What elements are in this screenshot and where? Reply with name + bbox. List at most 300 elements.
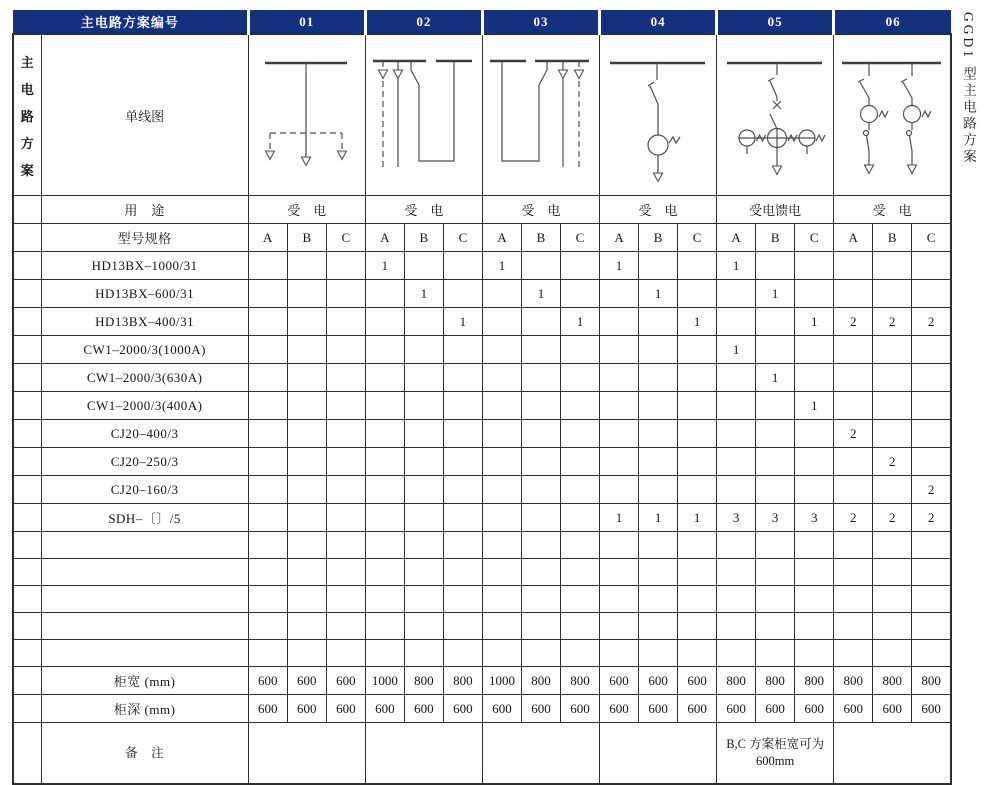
empty-cell	[678, 613, 717, 640]
qty-cell	[560, 280, 599, 308]
empty-cell	[600, 559, 639, 586]
qty-cell	[443, 448, 482, 476]
empty-cell	[717, 559, 756, 586]
qty-cell	[678, 252, 717, 280]
qty-cell	[912, 252, 951, 280]
empty-cell	[326, 559, 365, 586]
cabinet-width-value: 600	[248, 667, 287, 695]
empty-cell	[756, 613, 795, 640]
qty-cell: 1	[365, 252, 404, 280]
qty-cell	[248, 364, 287, 392]
component-row	[13, 308, 951, 336]
spacer-cell	[13, 504, 41, 532]
empty-cell	[717, 586, 756, 613]
qty-cell	[795, 476, 834, 504]
empty-label-cell	[41, 586, 248, 613]
empty-row	[13, 559, 951, 586]
empty-cell	[912, 559, 951, 586]
scheme-02-diagram-cell	[365, 34, 482, 196]
qty-cell: 3	[795, 504, 834, 532]
qty-cell	[404, 420, 443, 448]
qty-cell	[717, 280, 756, 308]
qty-cell	[912, 336, 951, 364]
empty-cell	[404, 586, 443, 613]
cabinet-width-row	[13, 667, 951, 695]
empty-cell	[873, 640, 912, 667]
empty-cell	[912, 640, 951, 667]
empty-label-cell	[41, 532, 248, 559]
empty-cell	[326, 640, 365, 667]
qty-cell	[482, 280, 521, 308]
qty-cell: 1	[717, 336, 756, 364]
qty-cell	[521, 336, 560, 364]
empty-cell	[873, 586, 912, 613]
component-label: HD13BX–1000/31	[41, 252, 248, 280]
empty-cell	[326, 613, 365, 640]
diagram-row	[13, 34, 951, 196]
qty-cell	[756, 420, 795, 448]
spec-subcol: A	[248, 224, 287, 252]
cabinet-width-value: 800	[912, 667, 951, 695]
empty-cell	[560, 532, 599, 559]
spec-subcol: B	[287, 224, 326, 252]
empty-cell	[639, 640, 678, 667]
spec-subcol: B	[639, 224, 678, 252]
qty-cell	[873, 280, 912, 308]
qty-cell	[326, 252, 365, 280]
usage-value: 受 电	[600, 196, 717, 224]
empty-cell	[560, 613, 599, 640]
empty-cell	[873, 559, 912, 586]
qty-cell: 1	[600, 504, 639, 532]
qty-cell	[756, 476, 795, 504]
qty-cell	[560, 504, 599, 532]
spacer-cell	[13, 280, 41, 308]
qty-cell: 3	[717, 504, 756, 532]
empty-cell	[521, 640, 560, 667]
qty-cell	[404, 364, 443, 392]
spec-subcol: A	[365, 224, 404, 252]
qty-cell: 1	[678, 504, 717, 532]
qty-cell	[756, 252, 795, 280]
empty-cell	[560, 559, 599, 586]
qty-cell	[404, 392, 443, 420]
empty-cell	[443, 613, 482, 640]
empty-cell	[834, 532, 873, 559]
left-vertical-label-char: 主	[20, 54, 34, 70]
qty-cell	[795, 336, 834, 364]
empty-cell	[248, 586, 287, 613]
usage-value: 受 电	[482, 196, 599, 224]
qty-cell	[443, 504, 482, 532]
cabinet-depth-value: 600	[287, 695, 326, 723]
empty-cell	[639, 586, 678, 613]
header-scheme-06: 06	[834, 10, 951, 34]
qty-cell: 2	[834, 308, 873, 336]
usage-label: 用 途	[41, 196, 248, 224]
header-scheme-04: 04	[600, 10, 717, 34]
qty-cell	[326, 280, 365, 308]
qty-cell	[248, 392, 287, 420]
qty-cell	[795, 448, 834, 476]
component-label: SDH–〔〕/5	[41, 504, 248, 532]
qty-cell: 1	[639, 504, 678, 532]
qty-cell	[521, 476, 560, 504]
header-label: 主电路方案编号	[13, 10, 248, 34]
empty-cell	[365, 559, 404, 586]
empty-cell	[756, 532, 795, 559]
qty-cell	[404, 448, 443, 476]
empty-cell	[365, 532, 404, 559]
empty-cell	[521, 532, 560, 559]
remark-row	[13, 723, 951, 785]
empty-cell	[834, 586, 873, 613]
component-row	[13, 392, 951, 420]
qty-cell	[756, 308, 795, 336]
empty-cell	[795, 532, 834, 559]
empty-cell	[834, 559, 873, 586]
qty-cell	[639, 420, 678, 448]
empty-cell	[795, 559, 834, 586]
cabinet-width-value: 600	[600, 667, 639, 695]
scheme-01-diagram-cell	[248, 34, 365, 196]
empty-cell	[795, 613, 834, 640]
empty-cell	[639, 559, 678, 586]
empty-cell	[717, 640, 756, 667]
qty-cell	[248, 420, 287, 448]
qty-cell	[287, 448, 326, 476]
qty-cell	[287, 476, 326, 504]
empty-cell	[248, 559, 287, 586]
component-row	[13, 280, 951, 308]
qty-cell	[600, 336, 639, 364]
qty-cell	[404, 336, 443, 364]
cabinet-depth-value: 600	[248, 695, 287, 723]
cabinet-depth-value: 600	[756, 695, 795, 723]
remark-cell	[834, 723, 951, 785]
cabinet-depth-value: 600	[600, 695, 639, 723]
qty-cell	[404, 308, 443, 336]
main-circuit-scheme-table	[12, 10, 952, 785]
qty-cell	[560, 476, 599, 504]
qty-cell	[678, 280, 717, 308]
empty-cell	[912, 613, 951, 640]
qty-cell	[873, 420, 912, 448]
component-label: CW1–2000/3(400A)	[41, 392, 248, 420]
empty-cell	[521, 613, 560, 640]
empty-cell	[482, 532, 521, 559]
empty-cell	[248, 640, 287, 667]
empty-cell	[912, 532, 951, 559]
qty-cell	[912, 364, 951, 392]
qty-cell	[287, 504, 326, 532]
empty-cell	[639, 532, 678, 559]
qty-cell	[873, 364, 912, 392]
scheme-03-single-line-diagram	[483, 37, 598, 193]
spacer-cell	[13, 224, 41, 252]
qty-cell	[482, 308, 521, 336]
qty-cell	[443, 392, 482, 420]
empty-cell	[287, 613, 326, 640]
empty-cell	[873, 613, 912, 640]
cabinet-depth-value: 600	[795, 695, 834, 723]
cabinet-depth-value: 600	[326, 695, 365, 723]
header-scheme-02: 02	[365, 10, 482, 34]
qty-cell	[365, 280, 404, 308]
qty-cell	[521, 252, 560, 280]
component-label: CW1–2000/3(1000A)	[41, 336, 248, 364]
empty-cell	[404, 613, 443, 640]
qty-cell	[326, 504, 365, 532]
qty-cell	[521, 420, 560, 448]
qty-cell: 1	[600, 252, 639, 280]
qty-cell	[365, 504, 404, 532]
left-vertical-label-char: 案	[20, 162, 34, 178]
spec-subcol: B	[404, 224, 443, 252]
spec-subcol: B	[873, 224, 912, 252]
qty-cell	[326, 448, 365, 476]
empty-cell	[482, 640, 521, 667]
cabinet-depth-value: 600	[560, 695, 599, 723]
qty-cell	[248, 252, 287, 280]
qty-cell	[600, 364, 639, 392]
scheme-05-single-line-diagram	[718, 37, 833, 193]
qty-cell	[639, 364, 678, 392]
left-vertical-label	[13, 34, 41, 196]
scheme-02-single-line-diagram	[366, 37, 481, 193]
cabinet-depth-value: 600	[834, 695, 873, 723]
cabinet-depth-row	[13, 695, 951, 723]
qty-cell	[404, 504, 443, 532]
spacer-cell	[13, 723, 41, 785]
qty-cell	[834, 476, 873, 504]
spacer-cell	[13, 364, 41, 392]
qty-cell	[443, 280, 482, 308]
spec-subcol: C	[326, 224, 365, 252]
qty-cell	[678, 364, 717, 392]
remark-cell	[248, 723, 365, 785]
empty-cell	[443, 640, 482, 667]
qty-cell: 2	[873, 504, 912, 532]
qty-cell: 1	[560, 308, 599, 336]
empty-cell	[521, 586, 560, 613]
qty-cell	[678, 420, 717, 448]
qty-cell	[873, 336, 912, 364]
qty-cell	[717, 476, 756, 504]
qty-cell	[639, 448, 678, 476]
empty-cell	[365, 586, 404, 613]
empty-cell	[600, 586, 639, 613]
empty-cell	[482, 586, 521, 613]
qty-cell	[912, 280, 951, 308]
cabinet-width-value: 800	[404, 667, 443, 695]
qty-cell	[834, 364, 873, 392]
cabinet-depth-label: 柜深 (mm)	[41, 695, 248, 723]
cabinet-depth-value: 600	[912, 695, 951, 723]
qty-cell	[326, 392, 365, 420]
qty-cell	[287, 364, 326, 392]
qty-cell	[326, 308, 365, 336]
remark-cell	[482, 723, 599, 785]
header-scheme-01: 01	[248, 10, 365, 34]
qty-cell	[443, 252, 482, 280]
qty-cell	[756, 336, 795, 364]
empty-cell	[834, 613, 873, 640]
cabinet-depth-value: 600	[482, 695, 521, 723]
remark-note: B,C 方案柜宽可为 600mm	[717, 723, 834, 785]
spacer-cell	[13, 667, 41, 695]
qty-cell	[287, 336, 326, 364]
empty-label-cell	[41, 640, 248, 667]
empty-label-cell	[41, 559, 248, 586]
empty-label-cell	[41, 613, 248, 640]
empty-cell	[717, 613, 756, 640]
empty-cell	[287, 586, 326, 613]
qty-cell	[287, 392, 326, 420]
qty-cell	[560, 364, 599, 392]
empty-cell	[560, 640, 599, 667]
qty-cell	[248, 336, 287, 364]
spacer-cell	[13, 640, 41, 667]
empty-row	[13, 640, 951, 667]
spacer-cell	[13, 308, 41, 336]
qty-cell	[521, 308, 560, 336]
spacer-cell	[13, 392, 41, 420]
qty-cell	[834, 336, 873, 364]
qty-cell: 1	[795, 392, 834, 420]
empty-cell	[639, 613, 678, 640]
qty-cell: 1	[795, 308, 834, 336]
spec-subcol: A	[834, 224, 873, 252]
qty-cell	[365, 364, 404, 392]
qty-cell: 1	[756, 364, 795, 392]
header-scheme-05: 05	[717, 10, 834, 34]
cabinet-width-value: 800	[834, 667, 873, 695]
spacer-cell	[13, 586, 41, 613]
usage-value: 受 电	[365, 196, 482, 224]
empty-cell	[365, 640, 404, 667]
qty-cell	[639, 476, 678, 504]
qty-cell	[834, 392, 873, 420]
component-row	[13, 364, 951, 392]
empty-cell	[756, 586, 795, 613]
qty-cell	[248, 448, 287, 476]
qty-cell	[404, 476, 443, 504]
spacer-cell	[13, 336, 41, 364]
qty-cell	[717, 420, 756, 448]
qty-cell	[521, 448, 560, 476]
qty-cell	[639, 336, 678, 364]
qty-cell	[560, 448, 599, 476]
spacer-cell	[13, 559, 41, 586]
spec-subcol: A	[600, 224, 639, 252]
spec-subcol: A	[482, 224, 521, 252]
qty-cell: 2	[912, 504, 951, 532]
qty-cell	[560, 420, 599, 448]
qty-cell	[912, 392, 951, 420]
component-row	[13, 476, 951, 504]
qty-cell	[248, 476, 287, 504]
qty-cell	[717, 364, 756, 392]
qty-cell: 1	[482, 252, 521, 280]
spacer-cell	[13, 695, 41, 723]
empty-cell	[560, 586, 599, 613]
cabinet-width-value: 800	[873, 667, 912, 695]
qty-cell	[482, 392, 521, 420]
remark-cell	[600, 723, 717, 785]
qty-cell	[834, 448, 873, 476]
qty-cell	[326, 476, 365, 504]
cabinet-depth-value: 600	[639, 695, 678, 723]
qty-cell	[482, 448, 521, 476]
qty-cell: 3	[756, 504, 795, 532]
scheme-04-single-line-diagram	[601, 37, 716, 193]
spec-subcol: C	[560, 224, 599, 252]
empty-cell	[521, 559, 560, 586]
cabinet-width-value: 600	[639, 667, 678, 695]
qty-cell	[365, 420, 404, 448]
spec-subcol: C	[795, 224, 834, 252]
cabinet-width-value: 600	[678, 667, 717, 695]
qty-cell	[521, 504, 560, 532]
qty-cell: 2	[873, 308, 912, 336]
qty-cell	[678, 392, 717, 420]
cabinet-depth-value: 600	[404, 695, 443, 723]
qty-cell	[717, 308, 756, 336]
qty-cell	[873, 252, 912, 280]
spec-subcol: B	[756, 224, 795, 252]
component-label: CJ20–400/3	[41, 420, 248, 448]
qty-cell: 1	[639, 280, 678, 308]
component-label: CJ20–250/3	[41, 448, 248, 476]
qty-cell	[248, 280, 287, 308]
empty-cell	[404, 640, 443, 667]
qty-cell: 1	[717, 252, 756, 280]
scheme-01-single-line-diagram	[249, 37, 364, 193]
spacer-cell	[13, 613, 41, 640]
component-label: CW1–2000/3(630A)	[41, 364, 248, 392]
component-label: HD13BX–400/31	[41, 308, 248, 336]
empty-cell	[248, 613, 287, 640]
empty-row	[13, 532, 951, 559]
empty-cell	[404, 532, 443, 559]
cabinet-depth-value: 600	[717, 695, 756, 723]
cabinet-width-value: 1000	[482, 667, 521, 695]
empty-cell	[365, 613, 404, 640]
scheme-05-diagram-cell	[717, 34, 834, 196]
header-scheme-03: 03	[482, 10, 599, 34]
empty-cell	[873, 532, 912, 559]
qty-cell	[795, 420, 834, 448]
qty-cell	[678, 336, 717, 364]
qty-cell	[521, 392, 560, 420]
qty-cell: 2	[873, 448, 912, 476]
empty-cell	[600, 532, 639, 559]
usage-row	[13, 196, 951, 224]
qty-cell	[482, 336, 521, 364]
component-row	[13, 420, 951, 448]
qty-cell	[912, 420, 951, 448]
empty-cell	[678, 586, 717, 613]
left-vertical-label-char: 方	[20, 135, 34, 151]
spacer-cell	[13, 196, 41, 224]
spec-subcol: C	[678, 224, 717, 252]
qty-cell	[287, 308, 326, 336]
empty-cell	[756, 559, 795, 586]
qty-cell	[873, 392, 912, 420]
qty-cell	[326, 336, 365, 364]
empty-cell	[482, 613, 521, 640]
